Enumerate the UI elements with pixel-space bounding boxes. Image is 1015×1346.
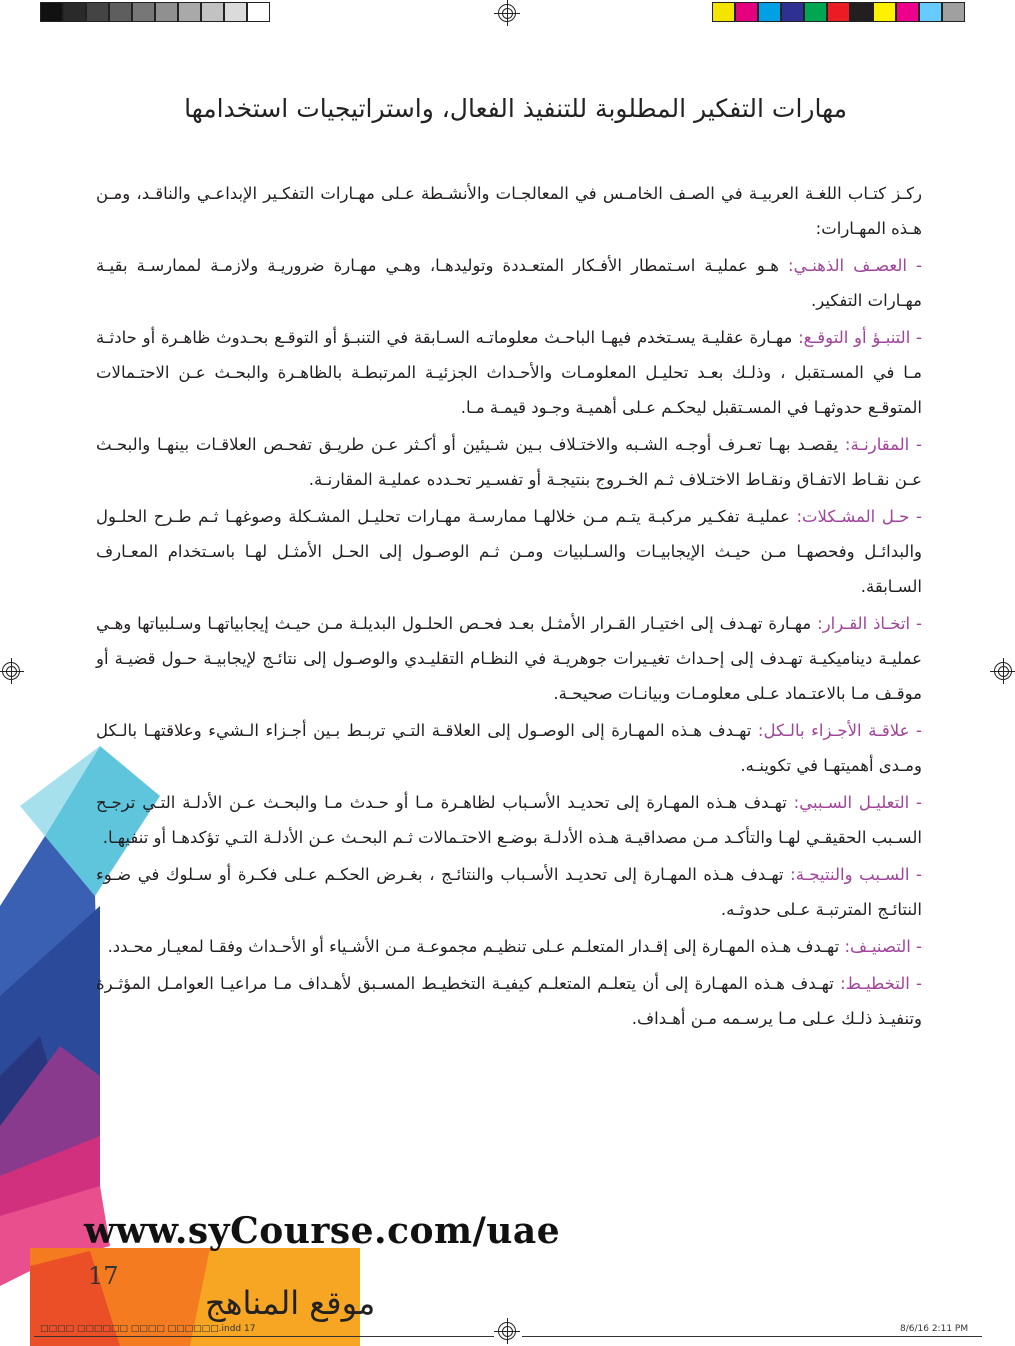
item-term: - التخطيـط: (840, 974, 922, 993)
body-text (96, 176, 922, 1038)
list-item (96, 929, 922, 964)
item-text: مهـارة عقليـة يسـتخدم فيهـا الباحـث معلوماتـه السـابقة في التنبـؤ أو التوقـع بحـدوث ظاهـرة أو حادثـة مـا في المسـتقبل ، وذلـك بعـد تحليـل المعلومـات والأحـداث الجزئيـة المرتبطـة بالظاهـرة والبحـث عـن الاحتـمالات المتوقـع حدوثهـا في المسـتقبل ليحكـم عـلى أهميـة وجـود قيمـة مـا. (96, 328, 922, 417)
calibration-swatch (40, 2, 63, 22)
intro-paragraph: ركـز كتـاب اللغـة العربيـة في الصـف الخامـس في المعالجـات والأنشـطة عـلى مهـارات التفكـير الإبداعـي والناقـد، ومـن هـذه المهـارات: (96, 184, 922, 238)
calibration-swatch (63, 2, 86, 22)
calibration-swatch (178, 2, 201, 22)
calibration-swatch (873, 2, 896, 22)
calibration-swatch (896, 2, 919, 22)
item-text: عمليـة تفكـير مركبـة يتـم مـن خلالهـا ممارسـة مهـارات تحليـل المشـكلة وصوغهـا ثـم طـرح الحلـول والبدائـل وفحصهـا مـن حيـث الإيجابيـات والسـلبيات ومـن ثـم الوصـول إلى الحـل الأمثـل لهـا باسـتخدام المعـارف السـابقة. (96, 507, 922, 596)
item-text: مهـارة تهـدف إلى اختيـار القـرار الأمثـل بعـد فحـص الحلـول البديلـة مـن حيـث إيجابياتهـا وسـلبياتها وهـي عمليـة ديناميكيـة تهـدف إلى إحـداث تغيـيرات جوهريـة في النظـام التقليـدي والوصـول إلى نتائـج لإيجابيـة حـول قضيـة أو موقـف مـا بالاعتـماد عـلى معلومـات وبيانـات صحيحـة. (96, 614, 922, 703)
item-term: - التصنيـف: (844, 937, 922, 956)
item-text: تهـدف هـذه المهـارة إلى تحديـد الأسـباب لظاهـرة مـا أو حـدث مـا والبحـث عـن الأدلـة التـي ترجـح السـبب الحقيقـي لهـا والتأكـد مـن مصداقيـة هـذه الأدلـة بوضـع الاحتـمالات ثـم البحـث عـن الأدلـة التـي تؤكدهـا أو تنفيهـا. (96, 793, 922, 847)
calibration-swatch (827, 2, 850, 22)
item-term: - التنبـؤ أو التوقـع: (798, 328, 922, 347)
page-title: مهارات التفكير المطلوبة للتنفيذ الفعال، واستراتيجيات استخدامها (184, 94, 847, 123)
list-item (96, 320, 922, 425)
calibration-swatch (224, 2, 247, 22)
registration-mark-right-icon (994, 662, 1012, 680)
list-item (96, 713, 922, 783)
calibration-swatch (132, 2, 155, 22)
item-term: - العصـف الذهنـي: (788, 256, 922, 275)
list-item (96, 857, 922, 927)
calibration-swatch (247, 2, 270, 22)
footer-rule-left (34, 1336, 494, 1337)
color-calibration-bar (712, 2, 965, 24)
registration-mark-top-icon (498, 4, 516, 22)
item-text: يقصـد بهـا تعـرف أوجـه الشـبه والاختـلاف بـين شـيئين أو أكـثر عـن طريـق تفحـص العلاقـات بينهـا والبحـث عـن نقـاط الاتفـاق ونقـاط الاختـلاف ثـم الخـروج بنتيجـة أو تفسـير تحـدده عمليـة المقارنـة. (96, 435, 922, 489)
footer-rule-right (522, 1336, 982, 1337)
calibration-swatch (942, 2, 965, 22)
calibration-swatch (758, 2, 781, 22)
calibration-swatch (109, 2, 132, 22)
calibration-swatch (735, 2, 758, 22)
list-item (96, 499, 922, 604)
list-item (96, 785, 922, 855)
item-text: تهـدف هـذه المهـارة إلى أن يتعلـم المتعلـم كيفيـة التخطيـط المسـبق لأهـداف مـا مراعيـا العوامـل المؤثـرة وتنفيـذ ذلـك عـلى مـا يرسـمه مـن أهـداف. (96, 974, 922, 1028)
print-date: 8/6/16 2:11 PM (900, 1324, 969, 1334)
item-text: تهـدف هـذه المهـارة إلى الوصـول إلى العلاقـة التـي تربـط بـين أجـزاء الـشيء وعلاقتهـا بالـكل ومـدى أهميتهـا في تكوينـه. (96, 721, 922, 775)
item-term: - علاقـة الأجـزاء بالـكل: (757, 721, 922, 740)
item-text: تهـدف هـذه المهـارة إلى تحديـد الأسـباب والنتائـج ، بغـرض الحكـم عـلى فكـرة أو سـلوك في ضـوء النتائـج المترتبـة عـلى حدوثـه. (96, 865, 922, 919)
item-text: تهـدف هـذه المهـارة إلى إقـدار المتعلـم عـلى تنظيـم مجموعـة مـن الأشـياء أو الأحـداث وفقـا لمعيـار محـدد. (107, 937, 845, 956)
item-term: - حـل المشـكلات: (796, 507, 922, 526)
item-term: - التعليـل السـببي: (793, 793, 923, 812)
list-item (96, 248, 922, 318)
list-item (96, 427, 922, 497)
item-term: - اتخـاذ القـرار: (817, 614, 922, 633)
website-watermark: www.syCourse.com/uae (84, 1210, 561, 1252)
list-item (96, 606, 922, 711)
item-term: - السـبب والنتيجـة: (790, 865, 922, 884)
calibration-swatch (850, 2, 873, 22)
list-item (96, 966, 922, 1036)
registration-mark-left-icon (2, 662, 20, 680)
calibration-swatch (781, 2, 804, 22)
calibration-swatch (919, 2, 942, 22)
item-text: هـو عمليـة اسـتمطار الأفـكار المتعـددة وتوليدهـا، وهـي مهـارة ضروريـة ولازمـة لممارسـة بقيـة مهـارات التفكير. (96, 256, 922, 310)
calibration-swatch (712, 2, 735, 22)
calibration-swatch (155, 2, 178, 22)
calibration-swatch (201, 2, 224, 22)
print-file-slug: □□□□ □□□□□□ □□□□ □□□□□□.indd 17 (40, 1324, 256, 1334)
brand-arabic-watermark: موقع المناهج (205, 1284, 376, 1322)
registration-mark-bottom-icon (498, 1322, 516, 1340)
page-number: 17 (88, 1262, 119, 1290)
calibration-swatch (86, 2, 109, 22)
grayscale-calibration-bar (40, 2, 270, 24)
item-term: - المقارنـة: (844, 435, 922, 454)
calibration-swatch (804, 2, 827, 22)
